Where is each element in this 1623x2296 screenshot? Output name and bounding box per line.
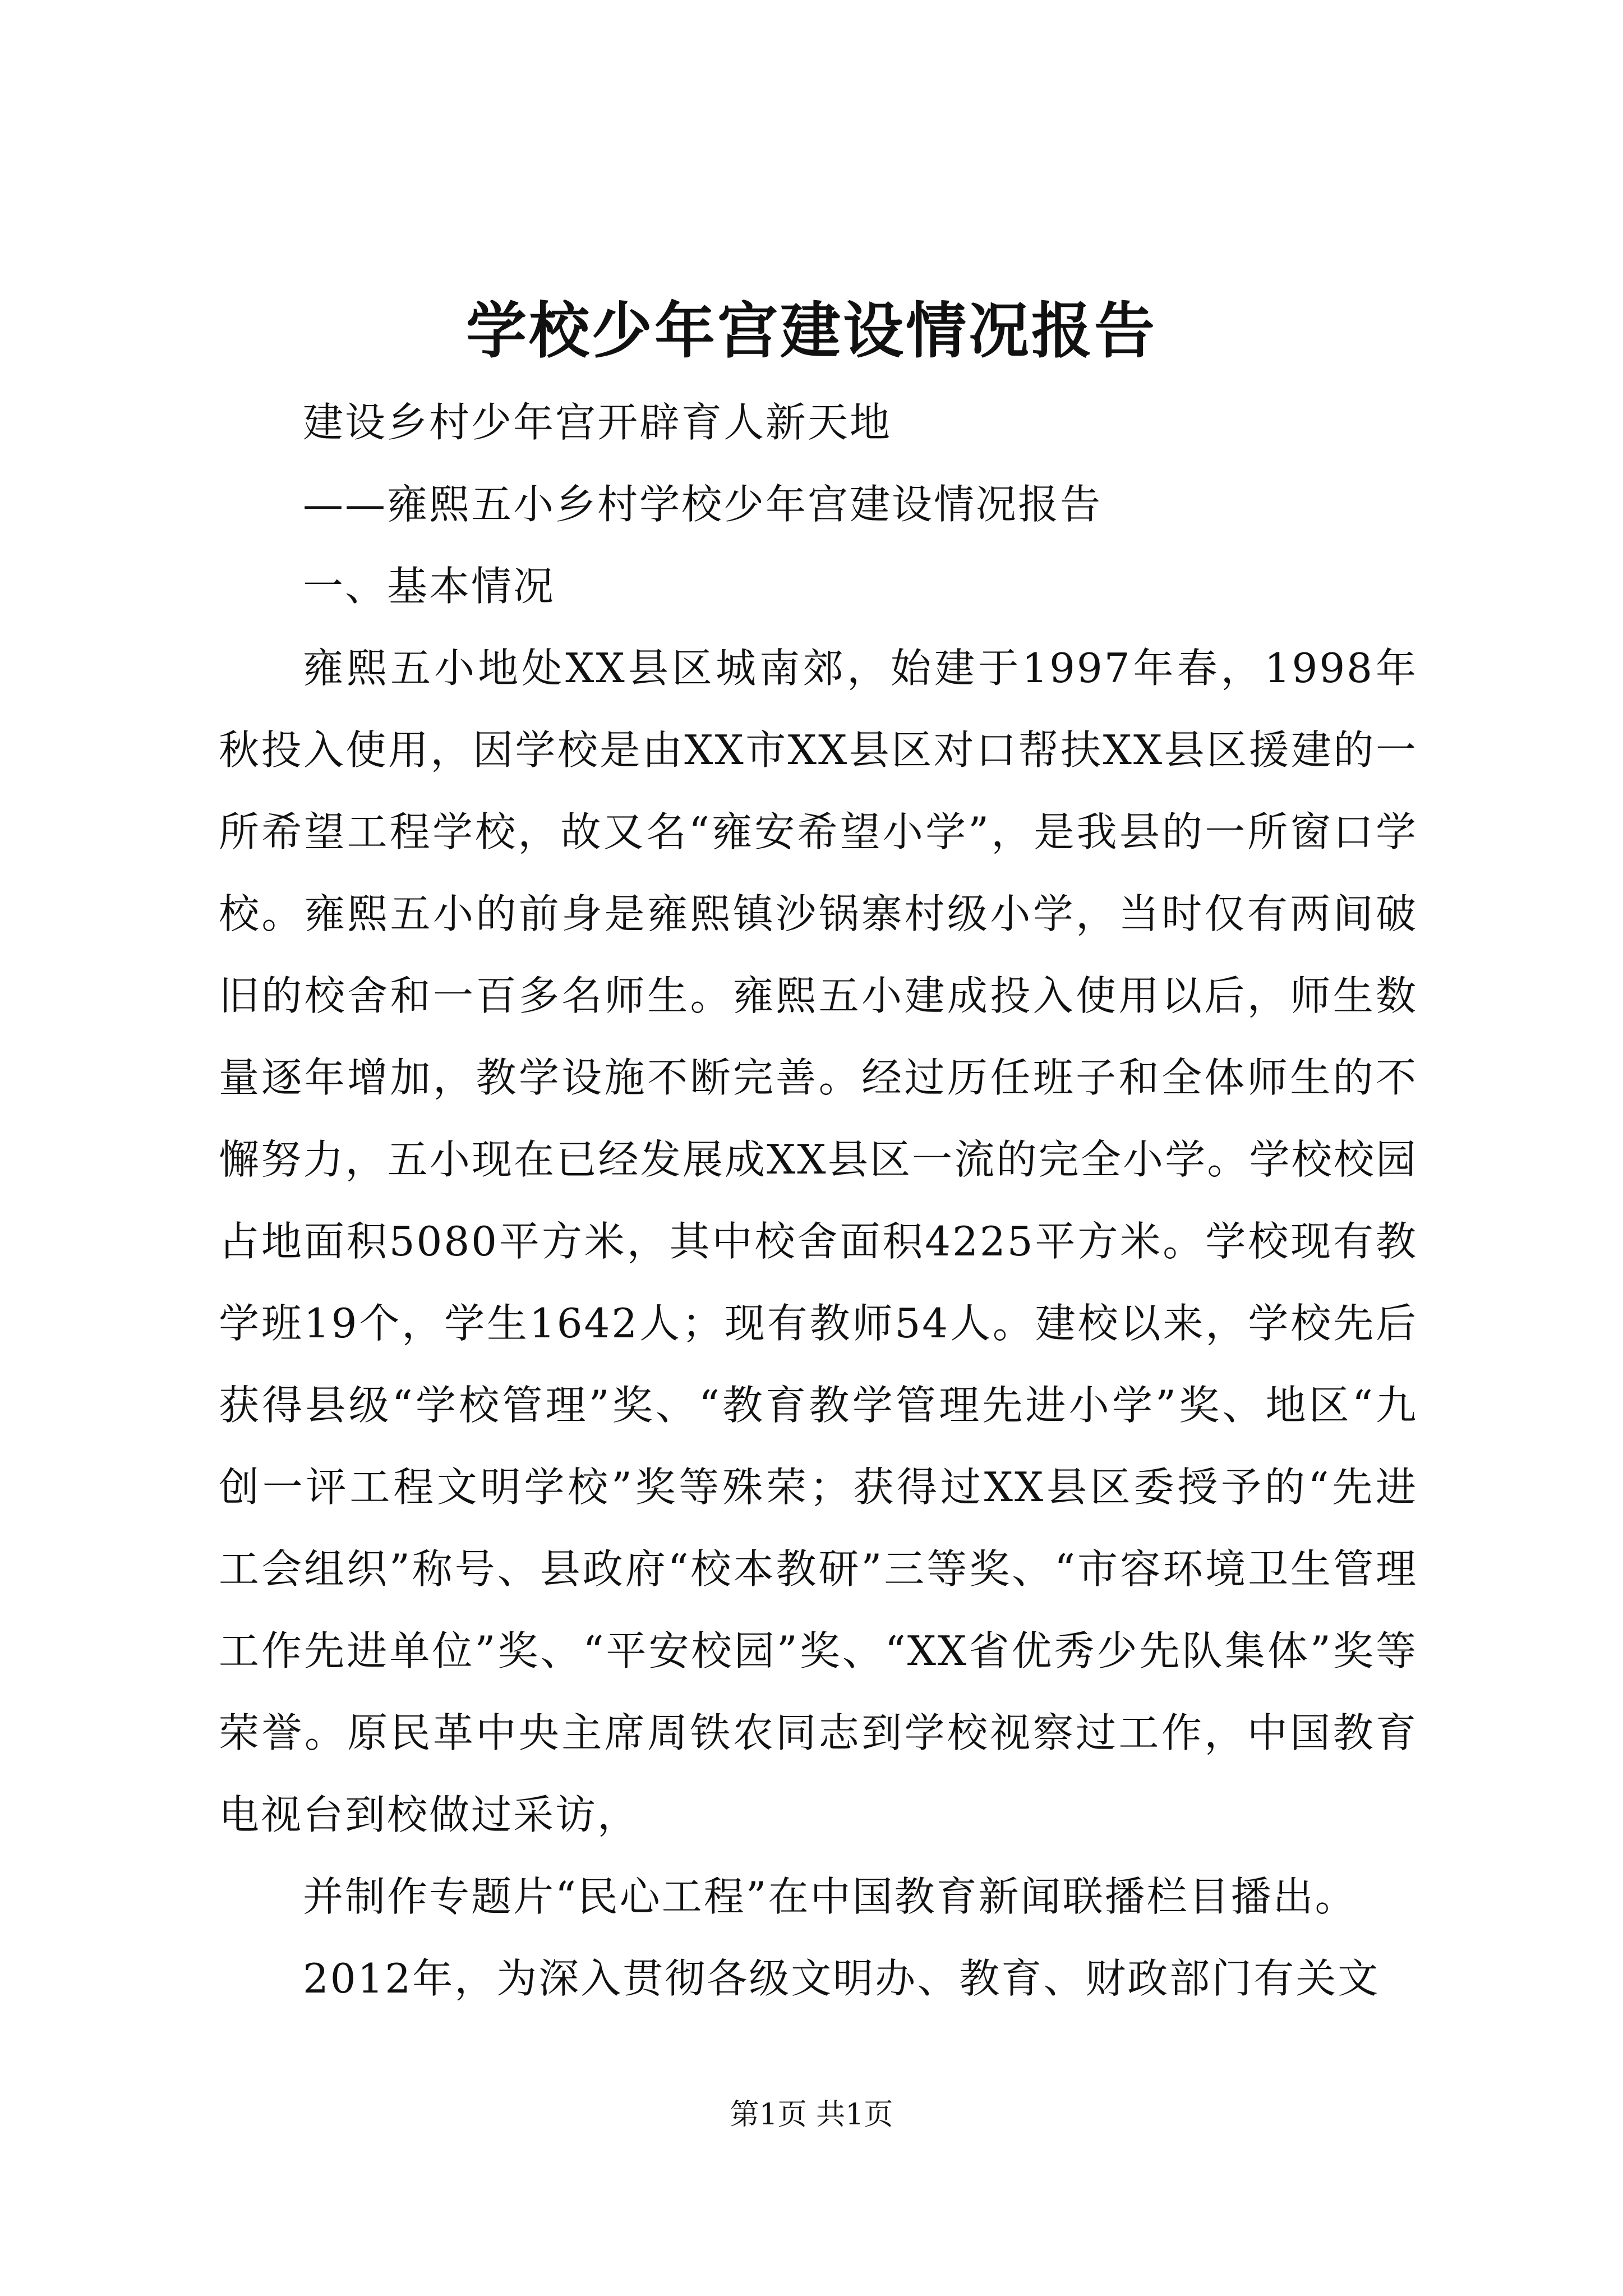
document-body (219, 381, 1418, 2019)
paragraph-documentary: 并制作专题片“民心工程”在中国教育新闻联播栏目播出。 (303, 1873, 1357, 1920)
page-footer: 第1页 共1页 (730, 2098, 893, 2132)
paragraph-basic-info: 雍熙五小地处XX县区城南郊，始建于1997年春，1998年秋投入使用，因学校是由XX市XX县区对口帮扶XX县区援建的一所希望工程学校，故又名“雍安希望小学”，是我县的一所窗口学校。雍熙五小的前身是雍熙镇沙锅寨村级小学，当时仅有两间破旧的校舍和一百多名师生。雍熙五小建成投入使用以后，师生数量逐年增加，教学设施不断完善。经过历任班子和全体师生的不懈努力，五小现在已经发展成XX县区一流的完全小学。学校校园占地面积5080平方米，其中校舍面积4225平方米。学校现有教学班19个，学生1642人；现有教师54人。建校以来，学校先后获得县级“学校管理”奖、“教育教学管理先进小学”奖、地区“九创一评工程文明学校”奖等殊荣；获得过XX县区委授予的“先进工会组织”称号、县政府“校本教研”三等奖、“市容环境卫生管理工作先进单位”奖、“平安校园”奖、“XX省优秀少先队集体”奖等荣誉。原民革中央主席周铁农同志到学校视察过工作，中国教育电视台到校做过采访， (219, 645, 1418, 1838)
paragraph-subtitle: 建设乡村少年宫开辟育人新天地 (303, 399, 892, 446)
paragraph-report-name: ——雍熙五小乡村学校少年宫建设情况报告 (303, 481, 1103, 528)
paragraph-section-heading: 一、基本情况 (303, 563, 556, 610)
document-title: 学校少年宫建设情况报告 (465, 296, 1157, 366)
paragraph-2012: 2012年，为深入贯彻各级文明办、教育、财政部门有关文 (303, 1955, 1380, 2002)
